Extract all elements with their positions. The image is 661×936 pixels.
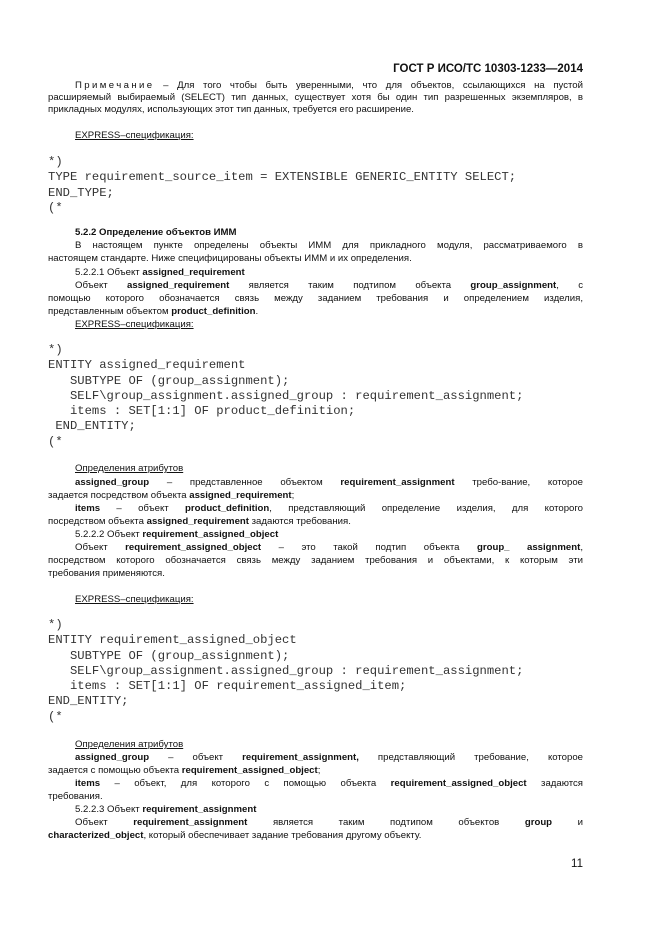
s5222-attr-1-line-1: assigned_group – объект requirement_assignment, представляющий требование, которое [75,752,583,763]
s5222-line-1: Объект requirement_assigned_object – это такой подтип объекта group_ assignment, [75,542,583,553]
s5222-attr-2-line-1: items – объект, для которого с помощью объекта requirement_assigned_object задаются [75,778,583,789]
s5221-line-1: Объект assigned_requirement является таким подтипом объекта group_assignment, с [75,280,583,291]
attr-heading-2: Определения атрибутов [75,739,184,750]
section-title-5223: 5.2.2.3 Объект requirement_assignment [75,804,257,815]
note-line-2: расширяемый выбираемый (SELECT) тип данных, существует хотя бы один тип разрешенных экземпляров, в [48,92,583,103]
s5221-attr-2-line-2: посредством объекта assigned_requirement задаются требования. [48,516,351,527]
section-522-p1: В настоящем пункте определены объекты ИММ для прикладного модуля, рассматриваемого в [75,240,583,251]
s5223-line-2: characterized_object, который обеспечивает задание требования другому объекту. [48,830,422,841]
express-heading-3: EXPRESS–спецификация: [75,594,194,605]
s5221-line-3: представленным объектом product_definition. [48,306,259,317]
section-title-522: 5.2.2 Определение объектов ИММ [75,227,237,238]
s5222-line-3: требования применяются. [48,568,165,579]
section-522-p2: настоящем стандарте. Ниже специфицированы объекты ИММ и их определения. [48,253,412,264]
note-label: Примечание [75,80,155,91]
express-code-3: *) ENTITY requirement_assigned_object SUBTYPE OF (group_assignment); SELF\group_assignment.assigned_group : requirement_assignment; items : SET[1:1] OF requirement_assigned_item; END_ENTITY; (* [48,618,524,724]
express-heading-1: EXPRESS–спецификация: [75,130,194,141]
express-heading-2: EXPRESS–спецификация: [75,319,194,330]
s5221-line-2: помощью которого обозначается связь между заданием требования и определением изделия, [48,293,583,304]
note-line-1: Примечание – Для того чтобы быть уверенными, что для объектов, ссылающихся на пустой [75,80,583,91]
express-code-2: *) ENTITY assigned_requirement SUBTYPE OF (group_assignment); SELF\group_assignment.assigned_group : requirement_assignment; items : SET[1:1] OF product_definition; END_ENTITY; (* [48,343,524,449]
s5221-attr-1-line-1: assigned_group – представленное объектом requirement_assignment требо-вание, которое [75,477,583,488]
note-line-3: прикладных модулях, использующих этот тип данных, требуется его расширение. [48,104,414,115]
express-code-1: *) TYPE requirement_source_item = EXTENSIBLE GENERIC_ENTITY SELECT; END_TYPE; (* [48,155,517,215]
s5221-attr-2-line-1: items – объект product_definition, представляющий определение изделия, для которого [75,503,584,514]
s5222-line-2: посредством которого обозначается связь между заданием требования и объектами, к которым эти [48,555,583,566]
section-title-5222: 5.2.2.2 Объект requirement_assigned_object [75,529,279,540]
standard-header: ГОСТ Р ИСО/ТС 10303-1233—2014 [393,63,583,75]
attr-heading-1: Определения атрибутов [75,463,184,474]
s5222-attr-1-line-2: задается с помощью объекта requirement_assigned_object; [48,765,321,776]
page-number: 11 [571,858,583,870]
s5223-line-1: Объект requirement_assignment является таким подтипом объектов group и [75,817,583,828]
section-title-5221: 5.2.2.1 Объект assigned_requirement [75,267,245,278]
s5221-attr-1-line-2: задается посредством объекта assigned_requirement; [48,490,295,501]
s5222-attr-2-line-2: требования. [48,791,103,802]
